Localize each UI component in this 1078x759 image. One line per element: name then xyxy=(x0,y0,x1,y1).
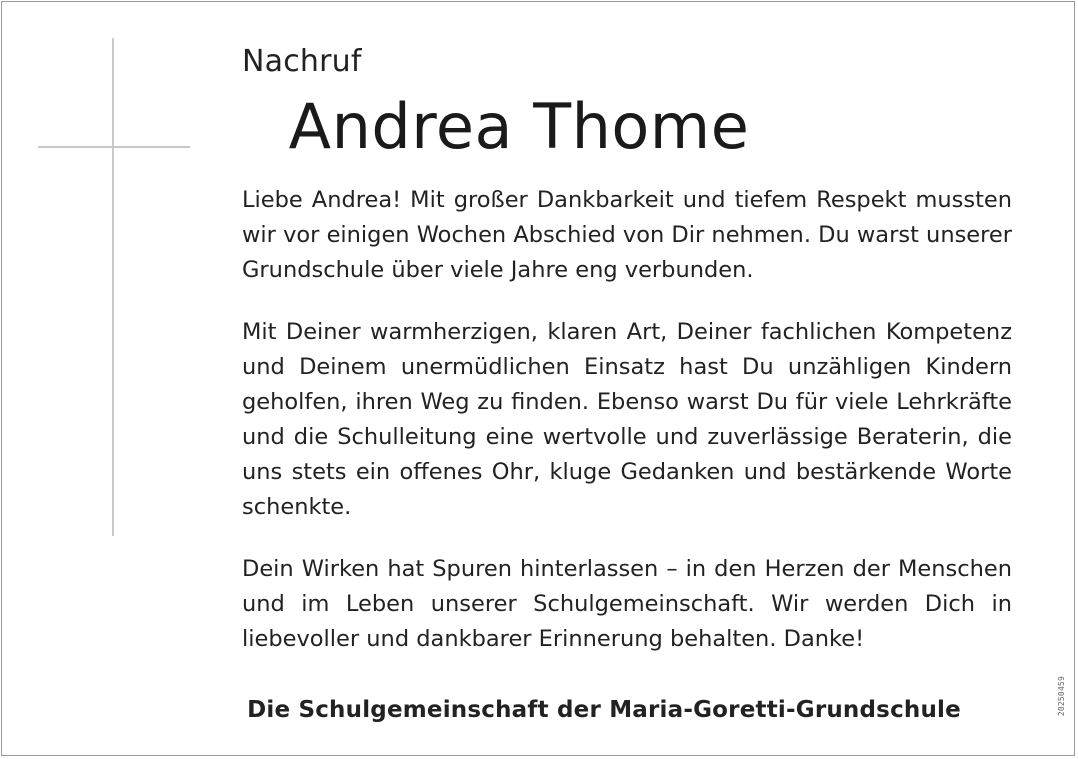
notice-label: Nachruf xyxy=(242,44,362,79)
signature-text: Die Schulgemeinschaft der Maria-Goretti-Grundschule xyxy=(247,697,961,723)
body-paragraph-3: Dein Wirken hat Spuren hinterlassen – in den Herzen der Menschen und im Leben unserer Schulgemeinschaft. Wir werden Dich in liebevoller und dankbarer Erinnerung behalten. Danke! xyxy=(242,556,1012,652)
deceased-name xyxy=(0,90,1078,163)
signature xyxy=(242,697,1042,723)
body-paragraph-1: Liebe Andrea! Mit großer Dankbarkeit und tiefem Respekt mussten wir vor einigen Wochen Abschied von Dir nehmen. Du warst unserer Grundschule über viele Jahre eng verbunden. xyxy=(242,187,1012,283)
reference-code: 20250459 xyxy=(1057,676,1066,717)
deceased-name-text: Andrea Thome xyxy=(288,90,750,163)
obituary-body xyxy=(242,183,1012,684)
body-paragraph-2: Mit Deiner warmherzigen, klaren Art, Deiner fachlichen Kompetenz und Deinem unermüdlichen Einsatz hast Du unzähligen Kindern geholfen, ihren Weg zu finden. Ebenso warst Du für viele Lehrkräfte und die Schulleitung eine wertvolle und zuverlässige Beraterin, die uns stets ein offenes Ohr, kluge Gedanken und bestärkende Worte schenkte. xyxy=(242,319,1012,520)
